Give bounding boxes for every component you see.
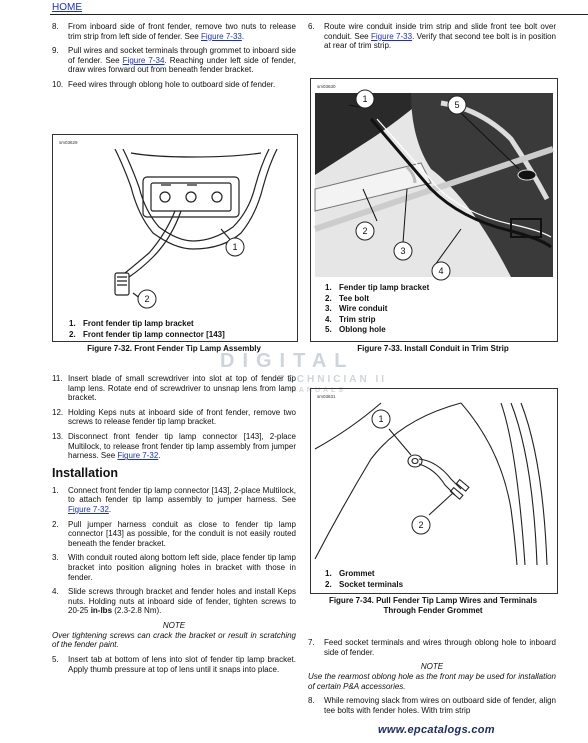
figure-7-32-link[interactable]: Figure 7-32 <box>117 451 159 461</box>
step-text <box>324 22 556 51</box>
step-7 <box>308 638 556 657</box>
install-step-2 <box>52 520 296 549</box>
left-column-lower <box>52 374 296 679</box>
figure-7-32-link[interactable]: Figure 7-32 <box>68 504 109 514</box>
legend-item <box>325 304 429 315</box>
step-text: Holding Keps nuts at inboard side of front fender, remove two screws to release fender tip lamp bracket. <box>68 407 296 427</box>
step-text: Insert tab at bottom of lens into slot of fender tip lamp bracket. Apply thumb pressure at top of lens until it snaps into place. <box>68 655 296 674</box>
step-text-part: From inboard side of front fender, remove two nuts to release trim strip from left side of fender. See <box>68 22 296 41</box>
legend-item <box>325 315 429 326</box>
callout-2: 2 <box>362 226 368 236</box>
footer-site-url: www.epcatalogs.com <box>378 724 495 736</box>
home-link[interactable]: HOME <box>52 2 82 13</box>
step-text-part: . <box>108 504 112 514</box>
step-text <box>68 432 296 461</box>
figure-7-32-caption: Figure 7-32. Front Fender Tip Lamp Assembly <box>87 344 261 353</box>
callout-4: 4 <box>438 266 444 276</box>
callout-2: 2 <box>144 294 150 304</box>
figure-legend <box>325 569 403 590</box>
step-number: 3. <box>52 553 59 563</box>
trim-strip-illustration <box>311 79 557 281</box>
step-text <box>68 486 296 515</box>
step-number: 1. <box>52 485 59 495</box>
torque-unit: in-lbs <box>90 606 113 616</box>
step-text: Pull jumper harness conduit as close to fender tip lamp connector [143] as possible, for the conduit is not easily routed beneath the fender bracket. <box>68 519 296 548</box>
legend-number: 3. <box>325 304 332 313</box>
step-text: Feed wires through oblong hole to outboard side of fender. <box>68 79 276 89</box>
step-number: 5. <box>52 655 59 665</box>
legend-item <box>325 569 403 580</box>
steps-group-top <box>52 22 296 90</box>
figure-legend <box>325 283 429 336</box>
legend-label: Front fender tip lamp connector [143] <box>83 329 225 339</box>
legend-label: Fender tip lamp bracket <box>339 283 430 292</box>
step-number: 10. <box>52 79 64 89</box>
legend-number: 1. <box>325 283 332 292</box>
legend-number: 4. <box>325 314 332 324</box>
step-number: 7. <box>308 638 315 647</box>
step-12 <box>52 408 296 427</box>
legend-item <box>325 294 429 305</box>
figure-7-33-link[interactable]: Figure 7-33 <box>200 31 242 41</box>
step-text-part: . <box>158 451 161 461</box>
step-text: While removing slack from wires on outboard side of fender, align tee bolts with fender holes. With trim strip <box>324 696 556 715</box>
step-number: 13. <box>52 431 64 441</box>
legend-item <box>325 325 429 336</box>
legend-number: 1. <box>325 569 332 578</box>
caption-line: Figure 7-34. Pull Fender Tip Lamp Wires and Terminals <box>328 596 538 605</box>
callout-5: 5 <box>454 100 460 110</box>
step-text: Feed socket terminals and wires through oblong hole to inboard side of fender. <box>324 638 556 657</box>
install-step-4 <box>52 587 296 616</box>
callout-3: 3 <box>400 246 406 256</box>
install-step-5 <box>52 655 296 674</box>
legend-label: Wire conduit <box>339 304 388 313</box>
figure-7-33 <box>310 78 558 342</box>
legend-item <box>69 319 225 330</box>
step-text-part: Disconnect front fender tip lamp connector [143], 2-place Multilock, to release front fender tip lamp assembly from jumper harness. See <box>68 431 296 461</box>
step-number: 8. <box>52 22 59 31</box>
figure-7-33-caption: Figure 7-33. Install Conduit in Trim Strip <box>357 344 509 353</box>
left-column <box>52 22 296 95</box>
step-11 <box>52 374 296 403</box>
note-title: NOTE <box>420 662 444 672</box>
step-number: 4. <box>52 587 59 597</box>
step-number: 2. <box>52 519 59 529</box>
step-text <box>68 587 296 616</box>
caption-line: Through Fender Grommet <box>383 606 483 615</box>
step-10 <box>52 80 296 90</box>
step-text-part: . Reaching under left side of fender, draw wires forward out from beneath fender bracket. <box>68 55 296 75</box>
legend-item <box>325 283 429 294</box>
legend-number: 2. <box>69 329 76 339</box>
callout-2: 2 <box>418 520 424 530</box>
step-9 <box>52 46 296 75</box>
install-step-1 <box>52 486 296 515</box>
step-text-part: (2.3-2.8 Nm). <box>112 606 162 616</box>
figure-7-34 <box>310 388 558 594</box>
step-text-part: Slide screws through bracket and fender holes and install Keps nuts. Holding nuts at inboard side of fender, tighten screws to 20-25 <box>68 587 296 616</box>
step-text-part: . <box>241 31 245 41</box>
right-column <box>308 22 556 56</box>
legend-item <box>325 580 403 591</box>
step-number: 8. <box>308 696 315 706</box>
step-text-part: . Verify that second tee bolt is in position at rear of trim strip. <box>324 31 556 51</box>
step-text: With conduit routed along bottom left side, place fender tip lamp bracket into position aligning holes in bracket with those in fender. <box>68 553 296 582</box>
callout-1: 1 <box>232 242 238 252</box>
grommet-illustration <box>311 389 557 565</box>
installation-heading: Installation <box>52 465 118 480</box>
step-6 <box>308 22 556 51</box>
step-text: Insert blade of small screwdriver into slot at top of fender tip lamp lens. Rotate end of screwdriver to unsnap lens from lamp bracket. <box>68 374 296 403</box>
legend-label: Front fender tip lamp bracket <box>83 319 194 328</box>
figure-id: sm03630 <box>317 84 336 89</box>
watermark-subtitle: TECHNICIAN II <box>278 374 387 385</box>
right-column-lower <box>308 638 556 721</box>
step-text-part: Connect front fender tip lamp connector [143], 2-place Multilock, to attach fender tip lamp assembly to jumper harness. See <box>68 485 296 505</box>
step-number: 9. <box>52 46 59 56</box>
figure-id: sm03629 <box>59 140 78 145</box>
callout-1: 1 <box>378 414 384 424</box>
step-text <box>68 46 296 75</box>
step-8-right <box>308 696 556 715</box>
note-text: Use the rearmost oblong hole as the front may be used for installation of certain P&A accessories. <box>308 672 556 691</box>
note-text: Over tightening screws can crack the bracket or result in scratching of the fender paint. <box>52 630 296 650</box>
legend-number: 2. <box>325 293 332 303</box>
step-8 <box>52 22 296 41</box>
figure-7-33-link[interactable]: Figure 7-33 <box>371 31 413 41</box>
watermark-subtitle-2: MANUALS <box>290 387 346 394</box>
legend-label: Oblong hole <box>339 325 386 334</box>
step-text-part: Route wire conduit inside trim strip and slide front tee bolt over conduit. See <box>324 22 556 41</box>
step-number: 6. <box>308 22 315 31</box>
install-step-3 <box>52 553 296 582</box>
step-text <box>68 22 296 41</box>
legend-label: Trim strip <box>339 314 376 324</box>
figure-7-32 <box>52 134 298 342</box>
fender-tip-lamp-illustration <box>53 135 297 315</box>
legend-number: 5. <box>325 325 332 334</box>
watermark-title: DIGITAL <box>220 350 355 372</box>
legend-item <box>69 330 225 341</box>
step-number: 11. <box>52 374 63 383</box>
legend-label: Socket terminals <box>339 579 404 589</box>
step-number: 12. <box>52 407 64 417</box>
callout-1: 1 <box>362 94 368 104</box>
step-13 <box>52 432 296 461</box>
legend-label: Grommet <box>339 569 375 578</box>
step-text-part: Pull wires and socket terminals through grommet to inboard side of fender. See <box>68 46 296 65</box>
figure-id: sm03631 <box>317 394 336 399</box>
legend-number: 2. <box>325 579 332 589</box>
note-title: NOTE <box>162 620 186 630</box>
legend-label: Tee bolt <box>339 293 370 303</box>
header-rule <box>50 14 588 15</box>
figure-7-34-link[interactable]: Figure 7-34 <box>122 55 165 65</box>
legend-number: 1. <box>69 319 76 328</box>
figure-legend <box>69 319 225 340</box>
figure-7-34-caption <box>310 596 556 616</box>
